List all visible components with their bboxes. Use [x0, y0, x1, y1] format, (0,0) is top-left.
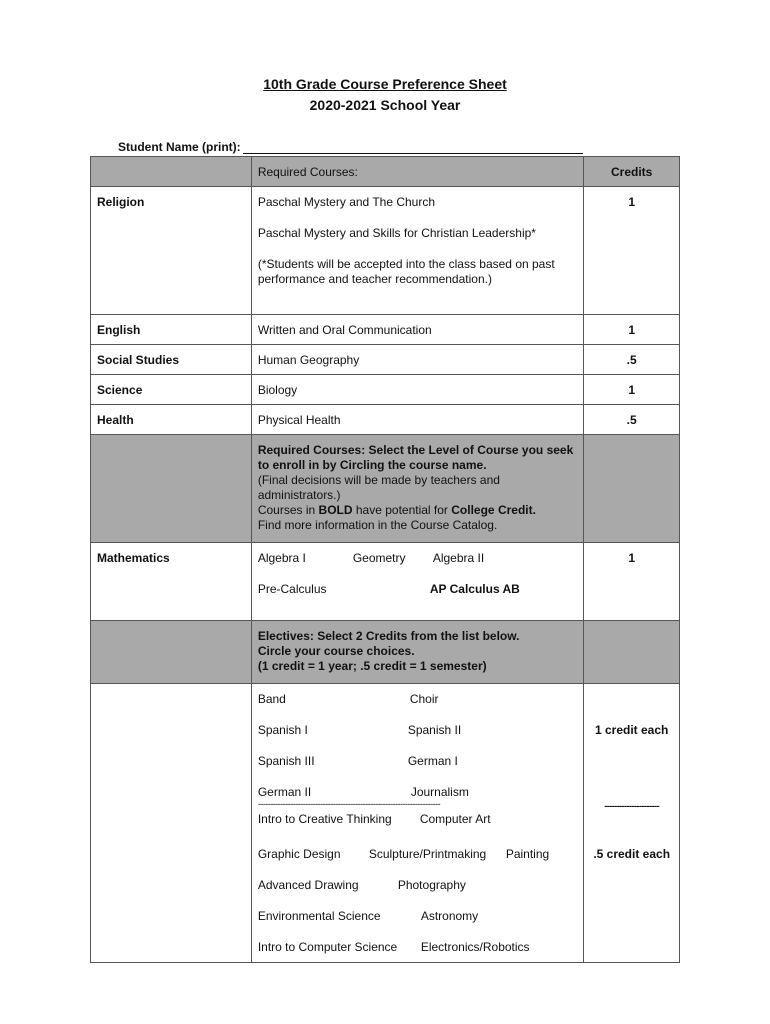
religion-row: [91, 187, 680, 315]
student-name-field[interactable]: [118, 140, 583, 154]
elective-environmental-science[interactable]: Environmental Science: [257, 909, 381, 923]
religion-courses: [251, 187, 584, 315]
credits-science: 1: [584, 375, 680, 405]
credits-social-studies: .5: [584, 345, 680, 375]
level-instructions: [251, 435, 584, 543]
course-english: Written and Oral Communication: [251, 315, 584, 345]
math-credits: 1: [584, 543, 680, 621]
bold-prefix: Courses in: [257, 503, 319, 517]
elective-spanish-3[interactable]: Spanish III: [257, 754, 315, 768]
elective-german-1[interactable]: German I: [407, 754, 458, 768]
table-row: [91, 405, 680, 435]
electives-heading-3: (1 credit = 1 year; .5 credit = 1 semester): [257, 659, 487, 673]
religion-credits: 1: [584, 187, 680, 315]
elective-electronics-robotics[interactable]: Electronics/Robotics: [420, 940, 530, 954]
elective-line: [258, 808, 578, 839]
elective-photography[interactable]: Photography: [397, 878, 466, 892]
electives-list: [251, 684, 584, 963]
header-credits: Credits: [584, 157, 680, 187]
subject-health: Health: [91, 405, 252, 435]
electives-empty: [91, 621, 252, 684]
electives-row: [91, 684, 680, 963]
bold-middle: have potential for: [352, 503, 452, 517]
bold-credit: College Credit.: [451, 503, 536, 517]
course-science: Biology: [251, 375, 584, 405]
elective-astronomy[interactable]: Astronomy: [420, 909, 479, 923]
electives-credits: [584, 684, 680, 963]
electives-heading: [251, 621, 584, 684]
credits-health: .5: [584, 405, 680, 435]
subject-mathematics: Mathematics: [91, 543, 252, 621]
level-section-row: [91, 435, 680, 543]
level-bold-note: [258, 503, 578, 518]
course-health: Physical Health: [251, 405, 584, 435]
course-geometry[interactable]: Geometry: [352, 551, 406, 565]
electives-heading-2: Circle your course choices.: [257, 644, 415, 658]
level-credits-empty: [584, 435, 680, 543]
bold-word: BOLD: [318, 503, 353, 517]
subject-social-studies: Social Studies: [91, 345, 252, 375]
elective-line: [258, 746, 578, 777]
math-courses: [251, 543, 584, 621]
table-row: [91, 345, 680, 375]
elective-line: [258, 777, 578, 801]
religion-note: (*Students will be accepted into the class based on past performance and teacher recommendation.): [257, 257, 555, 286]
elective-band[interactable]: Band: [257, 692, 286, 706]
electives-heading-row: [91, 621, 680, 684]
credits-divider: ----------------------: [604, 801, 660, 811]
table-header-row: [91, 157, 680, 187]
religion-course-2[interactable]: Paschal Mystery and Skills for Christian Leadership*: [257, 226, 536, 240]
elective-line: [258, 715, 578, 746]
elective-spanish-1[interactable]: Spanish I: [257, 723, 308, 737]
electives-subject-empty: [91, 684, 252, 963]
elective-line: [258, 839, 578, 870]
level-note: (Final decisions will be made by teachers and administrators.): [257, 473, 500, 502]
elective-graphic-design[interactable]: Graphic Design: [257, 847, 341, 861]
header-empty: [91, 157, 252, 187]
course-algebra-1[interactable]: Algebra I: [257, 551, 306, 565]
page-title: 10th Grade Course Preference Sheet: [263, 76, 507, 92]
elective-sculpture[interactable]: Sculpture/Printmaking: [368, 847, 487, 861]
elective-german-2[interactable]: German II: [257, 785, 312, 799]
elective-line: [258, 932, 578, 962]
table-row: [91, 375, 680, 405]
elective-computer-science[interactable]: Intro to Computer Science: [257, 940, 398, 954]
math-line-1: [258, 543, 578, 574]
math-line-2: [258, 574, 578, 605]
student-name-label: Student Name (print):: [118, 140, 241, 154]
course-social-studies: Human Geography: [251, 345, 584, 375]
electives-divider: -------------------------------------------------------------------------: [257, 801, 441, 808]
level-heading: Required Courses: Select the Level of Course you seek to enroll in by Circling the course name.: [257, 443, 574, 472]
elective-choir[interactable]: Choir: [409, 692, 439, 706]
subject-science: Science: [91, 375, 252, 405]
student-name-line[interactable]: [243, 143, 583, 154]
elective-line: [258, 901, 578, 932]
level-catalog: Find more information in the Course Catalog.: [257, 518, 498, 532]
elective-advanced-drawing[interactable]: Advanced Drawing: [257, 878, 359, 892]
table-row: [91, 315, 680, 345]
elective-line: [258, 870, 578, 901]
course-pre-calculus[interactable]: Pre-Calculus: [257, 582, 327, 596]
subject-english: English: [91, 315, 252, 345]
course-table: [90, 156, 680, 963]
elective-journalism[interactable]: Journalism: [410, 785, 469, 799]
electives-credits-empty: [584, 621, 680, 684]
subject-religion: Religion: [91, 187, 252, 315]
elective-spanish-2[interactable]: Spanish II: [407, 723, 462, 737]
course-ap-calculus[interactable]: AP Calculus AB: [429, 582, 520, 596]
course-algebra-2[interactable]: Algebra II: [432, 551, 485, 565]
elective-painting[interactable]: Painting: [505, 847, 550, 861]
religion-course-1[interactable]: Paschal Mystery and The Church: [257, 195, 436, 209]
page-subtitle: 2020-2021 School Year: [309, 97, 461, 113]
elective-computer-art[interactable]: Computer Art: [419, 812, 491, 826]
electives-heading-1: Electives: Select 2 Credits from the list below.: [257, 629, 520, 643]
level-empty: [91, 435, 252, 543]
header-courses: Required Courses:: [251, 157, 584, 187]
credits-half-year: .5 credit each: [593, 847, 671, 861]
credits-english: 1: [584, 315, 680, 345]
math-row: [91, 543, 680, 621]
elective-creative-thinking[interactable]: Intro to Creative Thinking: [257, 812, 392, 826]
elective-line: [258, 684, 578, 715]
credits-full-year: 1 credit each: [594, 723, 669, 737]
